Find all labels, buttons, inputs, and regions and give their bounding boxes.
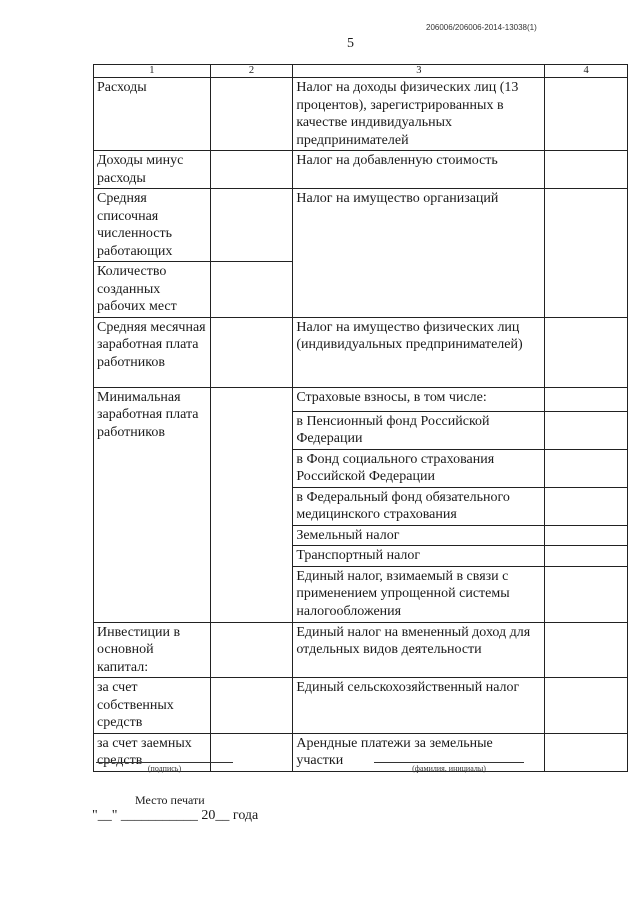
- value-cell[interactable]: [210, 622, 293, 678]
- name-caption: (фамилия, инициалы): [374, 762, 524, 773]
- column-header: 4: [545, 65, 628, 78]
- column-header: 2: [210, 65, 293, 78]
- tax-cell: Единый сельскохозяйственный налог: [293, 678, 545, 734]
- tax-value-cell[interactable]: [545, 387, 628, 411]
- value-cell[interactable]: [210, 78, 293, 151]
- value-cell[interactable]: [210, 189, 293, 262]
- report-table: [93, 64, 628, 772]
- tax-cell: в Фонд социального страхования Российской Федерации: [293, 449, 545, 487]
- tax-cell: Налог на имущество физических лиц (индивидуальных предпринимателей): [293, 317, 545, 387]
- tax-cell: в Пенсионный фонд Российской Федерации: [293, 411, 545, 449]
- tax-value-cell[interactable]: [545, 546, 628, 567]
- table-row: [94, 78, 628, 151]
- seal-label: Место печати: [135, 793, 205, 807]
- table-header-row: [94, 65, 628, 78]
- tax-value-cell[interactable]: [545, 78, 628, 151]
- tax-cell: Налог на имущество организаций: [293, 189, 545, 318]
- table-row: [94, 678, 628, 734]
- indicator-cell: Инвестиции в основной капитал:: [94, 622, 211, 678]
- tax-value-cell[interactable]: [545, 151, 628, 189]
- indicator-cell: Доходы минус расходы: [94, 151, 211, 189]
- tax-cell: Земельный налог: [293, 525, 545, 546]
- tax-value-cell[interactable]: [545, 487, 628, 525]
- table-row: [94, 622, 628, 678]
- table-row: [94, 387, 628, 411]
- column-header: 1: [94, 65, 211, 78]
- indicator-cell: Минимальная заработная плата работников: [94, 387, 211, 622]
- table-row: [94, 317, 628, 387]
- tax-cell: в Федеральный фонд обязательного медицинского страхования: [293, 487, 545, 525]
- tax-value-cell[interactable]: [545, 566, 628, 622]
- signature-caption: (подпись): [96, 762, 233, 773]
- tax-value-cell[interactable]: [545, 317, 628, 387]
- indicator-cell: Средняя месячная заработная плата работников: [94, 317, 211, 387]
- tax-cell: Налог на доходы физических лиц (13 процентов), зарегистрированных в качестве индивидуальных предпринимателей: [293, 78, 545, 151]
- table-row: [94, 151, 628, 189]
- indicator-cell: Количество созданных рабочих мест: [94, 262, 211, 318]
- tax-value-cell[interactable]: [545, 622, 628, 678]
- indicator-cell: Средняя списочная численность работающих: [94, 189, 211, 262]
- document-id: 206006/206006-2014-13038(1): [426, 23, 537, 32]
- tax-value-cell[interactable]: [545, 525, 628, 546]
- value-cell[interactable]: [210, 387, 293, 622]
- tax-value-cell[interactable]: [545, 411, 628, 449]
- indicator-cell: Расходы: [94, 78, 211, 151]
- tax-value-cell[interactable]: [545, 733, 628, 771]
- tax-cell: Налог на добавленную стоимость: [293, 151, 545, 189]
- tax-cell: Транспортный налог: [293, 546, 545, 567]
- tax-cell: Арендные платежи за земельные участки: [293, 733, 545, 771]
- date-line: "__" ___________ 20__ года: [92, 808, 259, 823]
- tax-cell: Страховые взносы, в том числе:: [293, 387, 545, 411]
- tax-value-cell[interactable]: [545, 678, 628, 734]
- value-cell[interactable]: [210, 678, 293, 734]
- value-cell[interactable]: [210, 151, 293, 189]
- indicator-cell: за счет собственных средств: [94, 678, 211, 734]
- value-cell[interactable]: [210, 317, 293, 387]
- page-number: 5: [347, 36, 354, 51]
- table-row: [94, 189, 628, 262]
- tax-value-cell[interactable]: [545, 449, 628, 487]
- tax-cell: Единый налог, взимаемый в связи с применением упрощенной системы налогообложения: [293, 566, 545, 622]
- value-cell[interactable]: [210, 262, 293, 318]
- tax-cell: Единый налог на вмененный доход для отдельных видов деятельности: [293, 622, 545, 678]
- column-header: 3: [293, 65, 545, 78]
- tax-value-cell[interactable]: [545, 189, 628, 318]
- indicator-cell: за счет заемных средств: [94, 733, 211, 771]
